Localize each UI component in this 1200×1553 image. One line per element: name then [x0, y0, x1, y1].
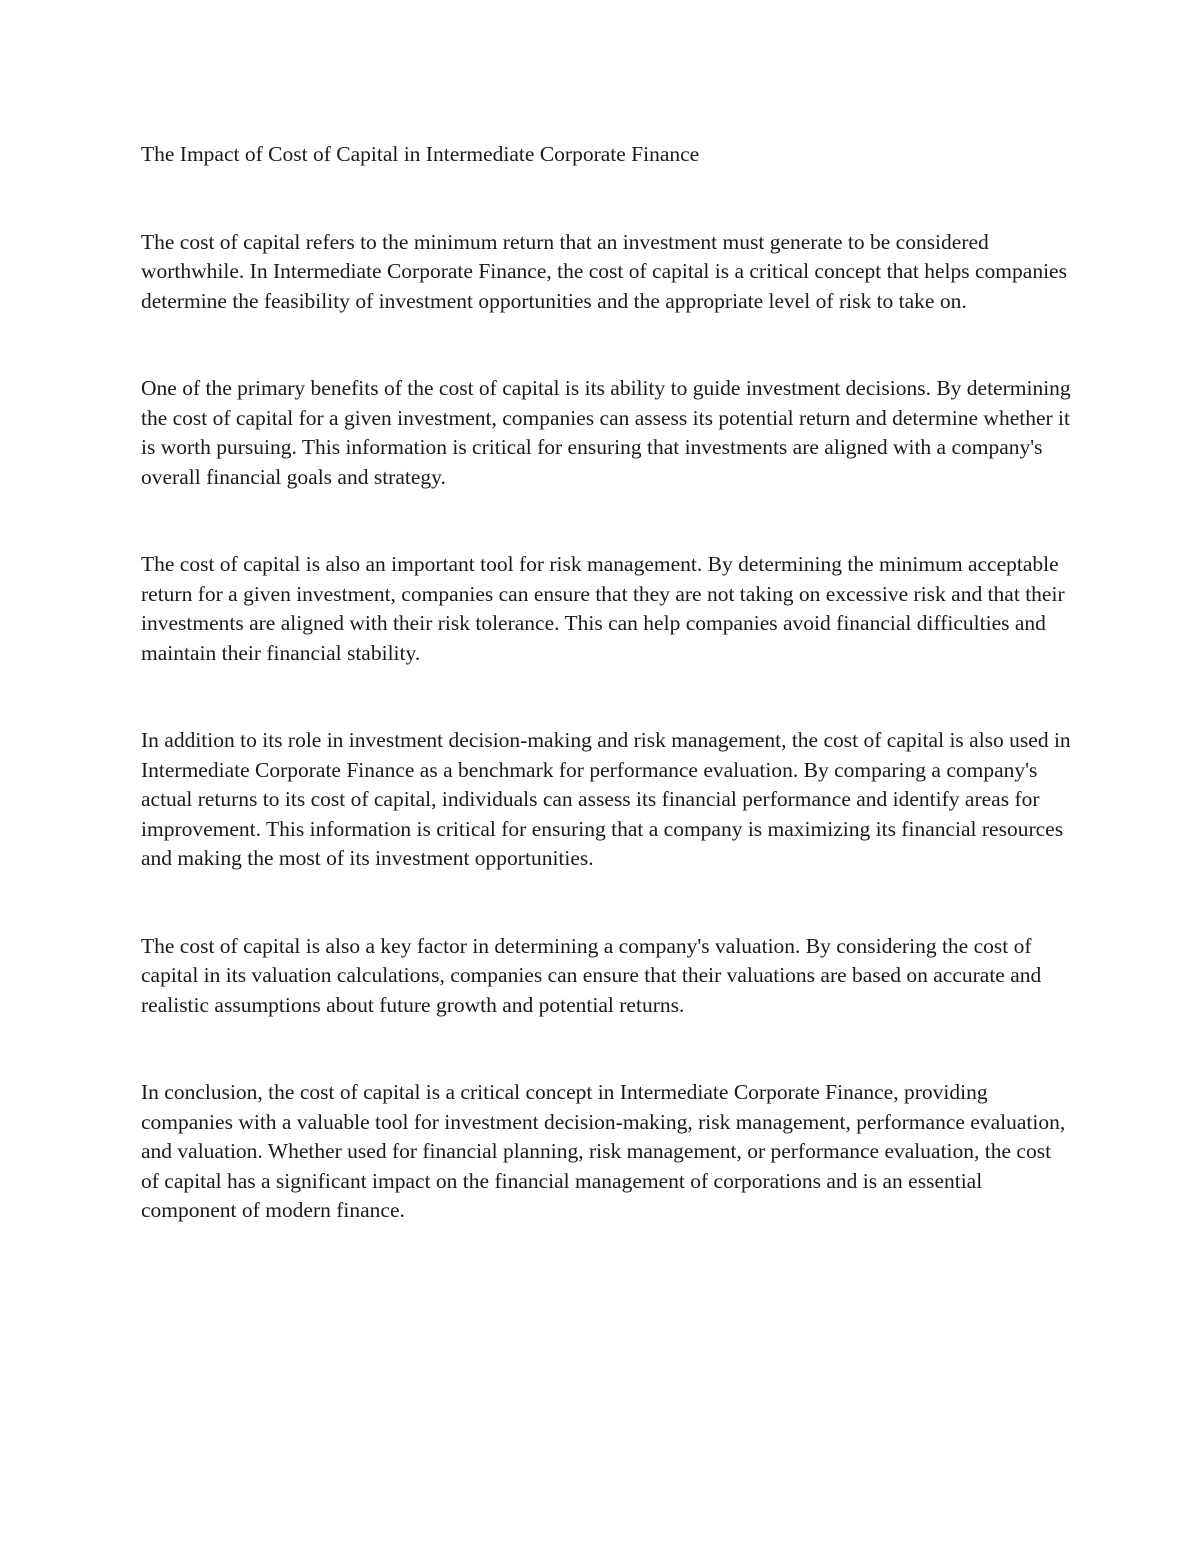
- document-title: The Impact of Cost of Capital in Intermediate Corporate Finance: [141, 142, 700, 166]
- paragraph-risk-management: The cost of capital is also an important tool for risk management. By determining the minimum acceptable return for a given investment, companies can ensure that they are not taking on excessive risk and that their investments are aligned with their risk tolerance. This can help companies avoid financial difficulties and maintain their financial stability.: [141, 552, 1065, 665]
- document-body: [141, 140, 1071, 1284]
- paragraph-definition: The cost of capital refers to the minimum return that an investment must generate to be considered worthwhile. In Intermediate Corporate Finance, the cost of capital is a critical concept that helps companies determine the feasibility of investment opportunities and the appropriate level of risk to take on.: [141, 229, 1067, 313]
- paragraph-investment-decisions: One of the primary benefits of the cost of capital is its ability to guide investment decisions. By determining the cost of capital for a given investment, companies can assess its potential return and determine whether it is worth pursuing. This information is critical for ensuring that investments are aligned with a company's overall financial goals and strategy.: [141, 376, 1071, 489]
- paragraph-conclusion: In conclusion, the cost of capital is a critical concept in Intermediate Corporate Finance, providing companies with a valuable tool for investment decision-making, risk management, performance evaluation, and valuation. Whether used for financial planning, risk management, or performance evaluation, the cost of capital has a significant impact on the financial management of corporations and is an essential component of modern finance.: [141, 1080, 1066, 1222]
- paragraph-valuation: The cost of capital is also a key factor in determining a company's valuation. By considering the cost of capital in its valuation calculations, companies can ensure that their valuations are based on accurate and realistic assumptions about future growth and potential returns.: [141, 933, 1042, 1017]
- paragraph-performance-evaluation: In addition to its role in investment decision-making and risk management, the cost of capital is also used in Intermediate Corporate Finance as a benchmark for performance evaluation. By comparing a company's actual returns to its cost of capital, individuals can assess its financial performance and identify areas for improvement. This information is critical for ensuring that a company is maximizing its financial resources and making the most of its investment opportunities.: [141, 728, 1071, 870]
